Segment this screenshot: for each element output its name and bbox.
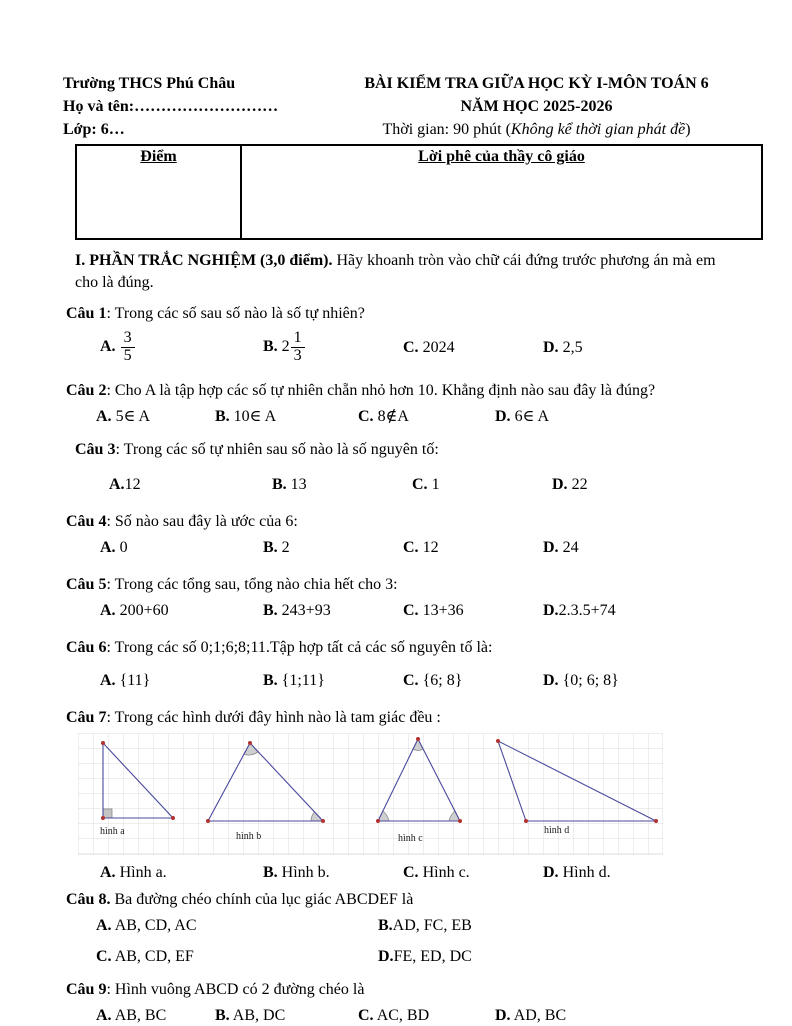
option-d [543,337,734,358]
option-label: B. [263,864,278,881]
vertex-dot [206,819,210,823]
option-text: Hình d. [562,864,611,881]
option-label: B. [215,408,230,425]
option-label: B. [215,1007,230,1024]
vertex-dot [524,819,528,823]
option-a [100,600,263,621]
option-text: 5∈ A [115,408,151,425]
option-d [495,406,734,427]
option-label: B. [263,602,278,619]
question-body: : Trong các hình dưới đây hình nào là tam giác đều : [106,709,441,726]
question-body: : Trong các tổng sau, tổng nào chia hết cho 3: [106,576,398,593]
question-number: Câu 9 [66,981,107,998]
option-label: C. [403,672,419,689]
question-6-text [66,637,734,658]
option-label: A. [100,864,116,881]
question-4-text [66,511,734,532]
option-d [543,862,734,883]
option-text: 200+60 [119,602,169,619]
fraction [121,330,135,365]
option-label: D. [552,476,568,493]
option-text: Hình c. [422,864,470,881]
option-a [100,862,263,883]
option-text: 22 [571,476,588,493]
question-1-options [66,326,734,368]
option-text: 2 [281,539,290,556]
question-number: Câu 4 [66,513,107,530]
option-c [412,474,552,495]
question-number: Câu 5 [66,576,107,593]
option-label: A. [100,602,116,619]
question-8 [66,889,734,967]
question-8-text [66,889,734,910]
option-a [109,474,272,495]
question-body: Ba đường chéo chính của lục giác ABCDEF là [110,891,414,908]
option-b [378,915,734,936]
teacher-comment-header: Lời phê của thầy cô giáo [418,148,585,165]
option-text: {6; 8} [422,672,463,689]
option-label: D. [378,948,394,965]
option-d [378,946,734,967]
header-left [63,72,339,141]
question-number: Câu 7 [66,709,107,726]
option-label: A. [100,337,116,355]
option-label: D. [543,539,559,556]
question-7-options [66,862,734,883]
school-name: Trường THCS Phú Châu [63,75,236,92]
time-line [339,118,734,141]
question-4 [66,511,734,558]
option-label: A. [109,476,125,493]
option-label: B. [263,539,278,556]
question-5-options [66,600,734,621]
option-text: 2024 [422,338,455,356]
question-9 [66,979,734,1026]
option-text: 243+93 [281,602,331,619]
option-label: D. [543,602,559,619]
option-text: 1 [431,476,440,493]
option-text: {11} [119,672,151,689]
score-table [75,144,763,240]
option-text: Hình b. [281,864,330,881]
mixed-number-whole: 2 [281,337,290,355]
time-note: Không kể thời gian phát đề [510,121,686,138]
option-c [403,600,543,621]
option-label: A. [100,672,116,689]
student-name-line: Họ và tên:……………………… [63,98,279,115]
option-label: C. [412,476,428,493]
option-b [263,600,403,621]
option-a [96,406,215,427]
option-c [96,946,378,967]
option-d [543,600,734,621]
question-2 [66,380,734,427]
option-text: AB, DC [232,1007,286,1024]
option-label: A. [96,917,112,934]
section-1-heading [75,250,734,294]
option-text: AB, CD, EF [114,948,194,965]
question-5-text [66,574,734,595]
vertex-dot [416,737,420,741]
question-body: : Cho A là tập hợp các số tự nhiên chẵn nhỏ hơn 10. Khẳng định nào sau đây là đúng? [106,382,656,399]
option-label: D. [543,338,559,356]
option-b [272,474,412,495]
option-label: A. [100,539,116,556]
vertex-dot [496,739,500,743]
option-a [100,537,263,558]
vertex-dot [321,819,325,823]
option-label: C. [358,408,374,425]
grid-background [78,733,663,855]
option-text: AC, BD [376,1007,430,1024]
question-5 [66,574,734,621]
option-d [552,474,734,495]
question-3-text [75,439,734,460]
question-number: Câu 2 [66,382,107,399]
option-text: 8∉A [377,408,409,425]
question-2-text [66,380,734,401]
header [63,72,734,141]
option-text: AB, CD, AC [114,917,197,934]
option-a [96,1005,215,1026]
option-label: B. [378,917,393,934]
option-text: 12 [422,539,439,556]
question-6-options [66,670,734,691]
figure-label-d: hình d [544,825,570,836]
question-body: : Trong các số sau số nào là số tự nhiên? [106,305,365,322]
option-text: 13+36 [422,602,464,619]
school-year: NĂM HỌC 2025-2026 [460,98,613,115]
fraction-denominator: 3 [293,346,302,364]
fraction-numerator: 1 [291,330,305,348]
section-1-instructions: Hãy khoanh tròn vào chữ cái đứng trước phương án mà em cho là đúng. [75,252,716,291]
option-a [96,915,378,936]
option-text: 6∈ A [514,408,550,425]
figure-label-c: hình c [398,833,423,844]
option-text: AD, FC, EB [392,917,472,934]
option-label: C. [403,539,419,556]
option-label: A. [96,1007,112,1024]
option-c [403,537,543,558]
exam-title: BÀI KIỂM TRA GIỮA HỌC KỲ I-MÔN TOÁN 6 [364,75,709,92]
option-text: 2,5 [562,338,583,356]
option-c [358,1005,495,1026]
question-1 [66,303,734,368]
vertex-dot [654,819,658,823]
option-b [263,330,403,365]
score-header: Điểm [140,148,177,165]
option-text: Hình a. [119,864,167,881]
option-label: C. [403,338,419,356]
fraction-denominator: 5 [123,346,132,364]
question-number: Câu 3 [75,441,116,458]
question-8-options [66,915,734,967]
question-body: : Hình vuông ABCD có 2 đường chéo là [106,981,365,998]
option-b [263,670,403,691]
option-text: 10∈ A [233,408,277,425]
option-d [543,670,734,691]
option-c [358,406,495,427]
section-1-title: I. PHẦN TRẮC NGHIỆM (3,0 điểm). [75,252,333,269]
option-b [215,1005,358,1026]
option-a [100,670,263,691]
option-d [495,1005,734,1026]
option-text: 13 [290,476,307,493]
vertex-dot [248,741,252,745]
vertex-dot [458,819,462,823]
option-label: C. [96,948,112,965]
option-c [403,670,543,691]
option-label: B. [272,476,287,493]
question-4-options [66,537,734,558]
question-9-text [66,979,734,1000]
question-3 [75,439,734,495]
option-text: AB, BC [114,1007,167,1024]
question-body: : Trong các số tự nhiên sau số nào là số nguyên tố: [115,441,439,458]
option-text: FE, ED, DC [393,948,472,965]
question-body: : Trong các số 0;1;6;8;11.Tập hợp tất cả các số nguyên tố là: [106,639,493,656]
question-number: Câu 8. [66,891,111,908]
figure-label-a: hình a [100,826,125,837]
fraction-numerator: 3 [121,330,135,348]
option-label: C. [358,1007,374,1024]
score-table-row [76,145,762,239]
option-text: 24 [562,539,579,556]
option-text: 0 [119,539,128,556]
question-6 [66,637,734,691]
option-label: B. [263,337,278,355]
question-7 [66,707,734,883]
question-7-text [66,707,734,728]
question-3-options [75,474,734,495]
option-label: B. [263,672,278,689]
time-prefix: Thời gian: 90 phút ( [382,121,511,138]
vertex-dot [101,741,105,745]
option-c [403,862,543,883]
option-text: 12 [124,476,141,493]
option-label: C. [403,602,419,619]
question-9-options [66,1005,734,1026]
option-label: D. [495,1007,511,1024]
option-d [543,537,734,558]
score-cell [76,145,241,239]
question-number: Câu 1 [66,305,107,322]
question-2-options [66,406,734,427]
question-body: : Số nào sau đây là ước của 6: [106,513,298,530]
option-text: {0; 6; 8} [562,672,619,689]
time-suffix: ) [685,121,691,138]
header-right [339,72,734,141]
option-b [215,406,358,427]
question-1-text [66,303,734,324]
option-text: AD, BC [513,1007,567,1024]
vertex-dot [376,819,380,823]
question-7-figure [78,733,663,855]
figure-label-b: hình b [236,831,262,842]
option-text: 2.3.5+74 [558,602,616,619]
option-b [263,862,403,883]
option-label: C. [403,864,419,881]
option-a [100,330,263,365]
class-line: Lớp: 6… [63,121,125,138]
option-label: D. [543,672,559,689]
fraction [291,330,305,365]
vertex-dot [171,816,175,820]
option-label: D. [543,864,559,881]
question-number: Câu 6 [66,639,107,656]
option-label: A. [96,408,112,425]
option-text: {1;11} [281,672,325,689]
option-label: D. [495,408,511,425]
vertex-dot [101,816,105,820]
option-b [263,537,403,558]
teacher-comment-cell [241,145,762,239]
option-c [403,337,543,358]
